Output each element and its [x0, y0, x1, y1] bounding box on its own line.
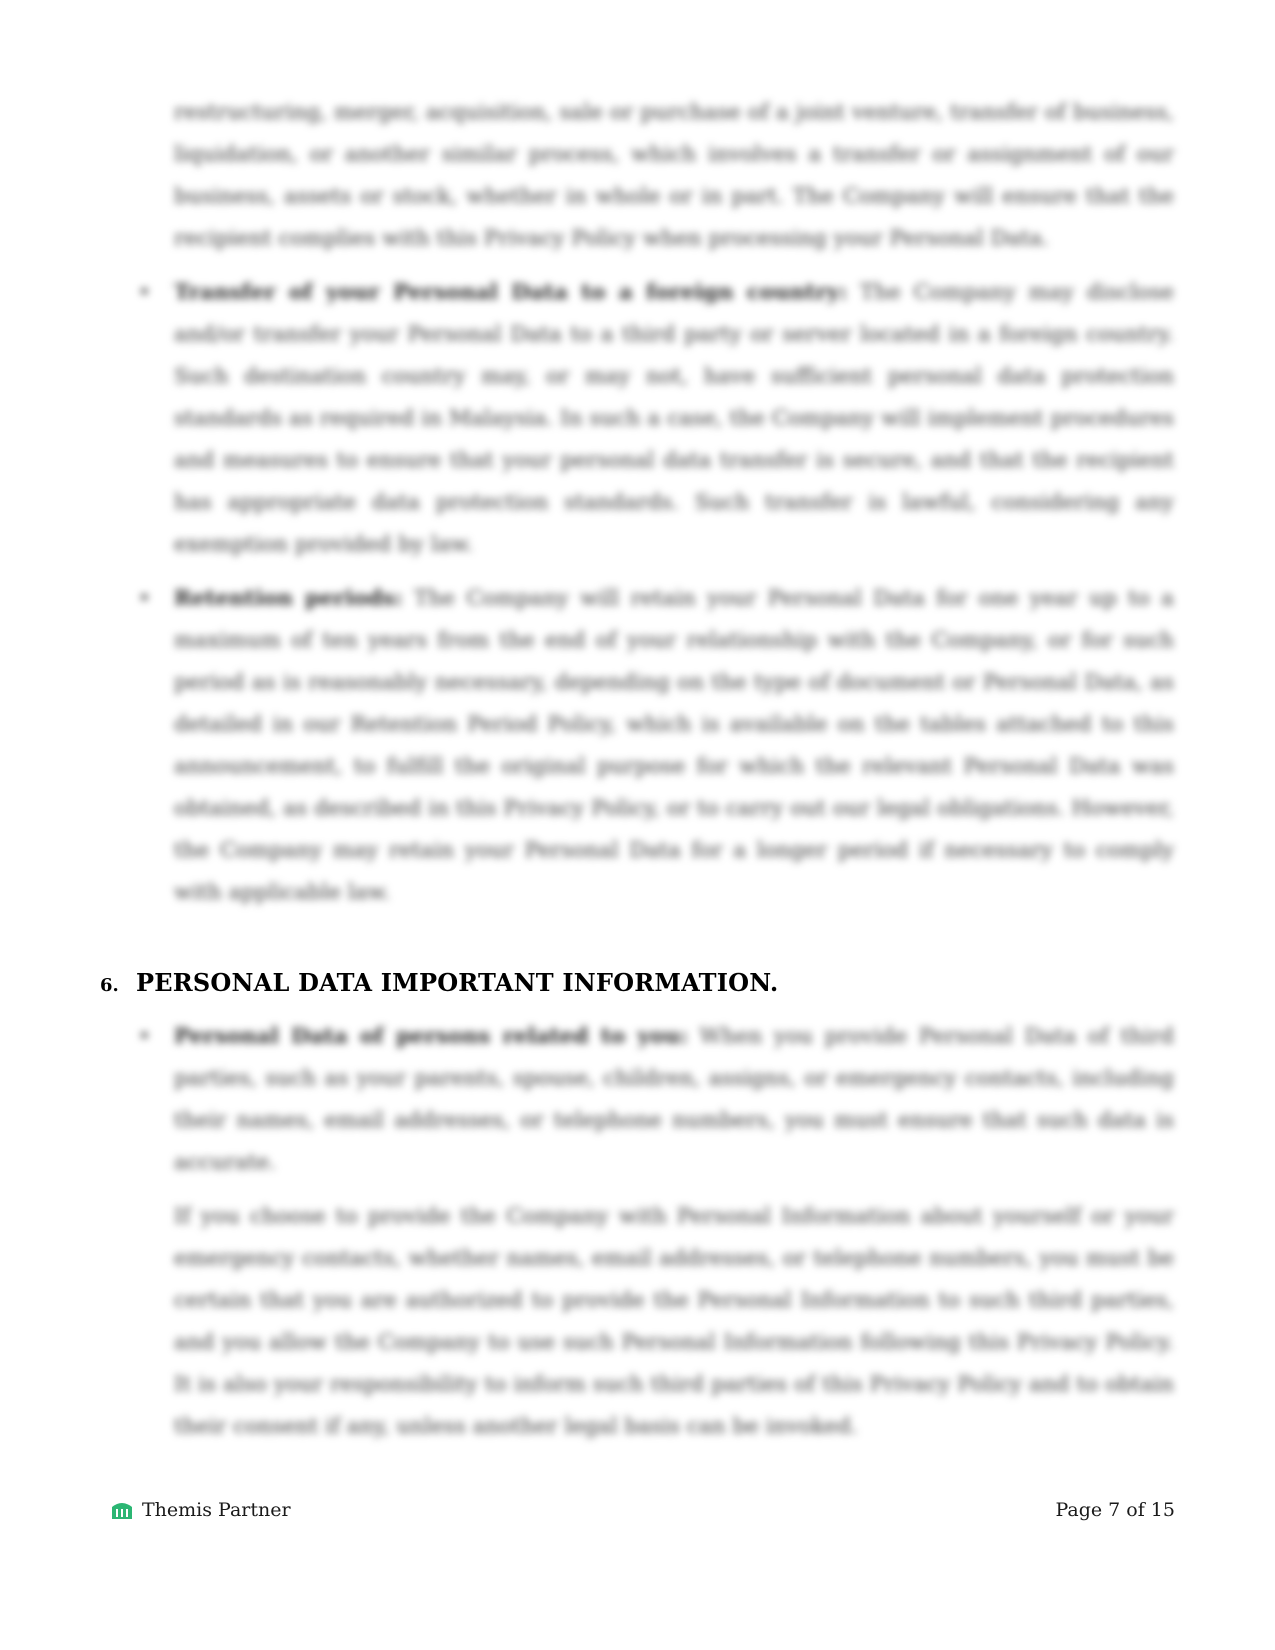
bullet-dot: • [138, 586, 151, 611]
section-title: PERSONAL DATA IMPORTANT INFORMATION. [136, 968, 779, 997]
section-heading [100, 968, 1175, 1008]
section-number: 6. [100, 975, 119, 996]
bullet-dot: • [138, 280, 151, 305]
bullet-title: Personal Data of persons related to you: [174, 1024, 688, 1049]
bullet-retention-periods [138, 578, 1174, 914]
brand-name: Themis Partner [142, 1499, 291, 1521]
bullet-title: Retention periods: [174, 586, 403, 611]
footer-brand [110, 1499, 291, 1521]
bullet-text: The Company will retain your Personal Data for one year up to a maximum of ten years from the end of your relationship with the Company, or for such period as is reasonably necessary, depending on the type of document or Personal Data, as detailed in our Retention Period Policy, which is available on the tables attached to this announcement, to fulfill the original purpose for which the relevant Personal Data was obtained, as described in this Privacy Policy, or to carry out our legal obligations. However, the Company may retain your Personal Data for a longer period if necessary to comply with applicable law. [174, 586, 1174, 905]
bullet-text: When you provide Personal Data of third parties, such as your parents, spouse, children, assigns, or emergency contacts, including their names, email addresses, or telephone numbers, you must ensure that such data is accurate. [174, 1024, 1174, 1175]
bullet-related-persons [138, 1016, 1174, 1184]
section-sub-paragraph: If you choose to provide the Company with Personal Information about yourself or your emergency contacts, whether names, email addresses, or telephone numbers, you must be certain that you are authorized to provide the Personal Information to such third parties, and you allow the Company to use such Personal Information following this Privacy Policy. It is also your responsibility to inform such third parties of this Privacy Policy and to obtain their consent if any, unless another legal basis can be invoked. [174, 1204, 1174, 1439]
bullet-foreign-transfer [138, 272, 1174, 566]
page-content [100, 92, 1175, 1448]
page-footer [110, 1495, 1175, 1525]
page-number: Page 7 of 15 [1055, 1499, 1175, 1521]
bullet-title: Transfer of your Personal Data to a foreign country: [174, 280, 848, 305]
bullet-dot: • [138, 1024, 151, 1049]
bullet-text: The Company may disclose and/or transfer your Personal Data to a third party or server located in a foreign country. Such destination country may, or may not, have sufficient personal data protection standards as required in Malaysia. In such a case, the Company will implement procedures and measures to ensure that your personal data transfer is secure, and that the recipient has appropriate data protection standards. Such transfer is lawful, considering any exemption provided by law. [174, 280, 1174, 557]
intro-paragraph: restructuring, merger, acquisition, sale or purchase of a joint venture, transfer of business, liquidation, or another similar process, which involves a transfer or assignment of our business, assets or stock, whether in whole or in part. The Company will ensure that the recipient complies with this Privacy Policy when processing your Personal Data. [174, 100, 1174, 251]
themis-logo-icon [110, 1499, 134, 1521]
